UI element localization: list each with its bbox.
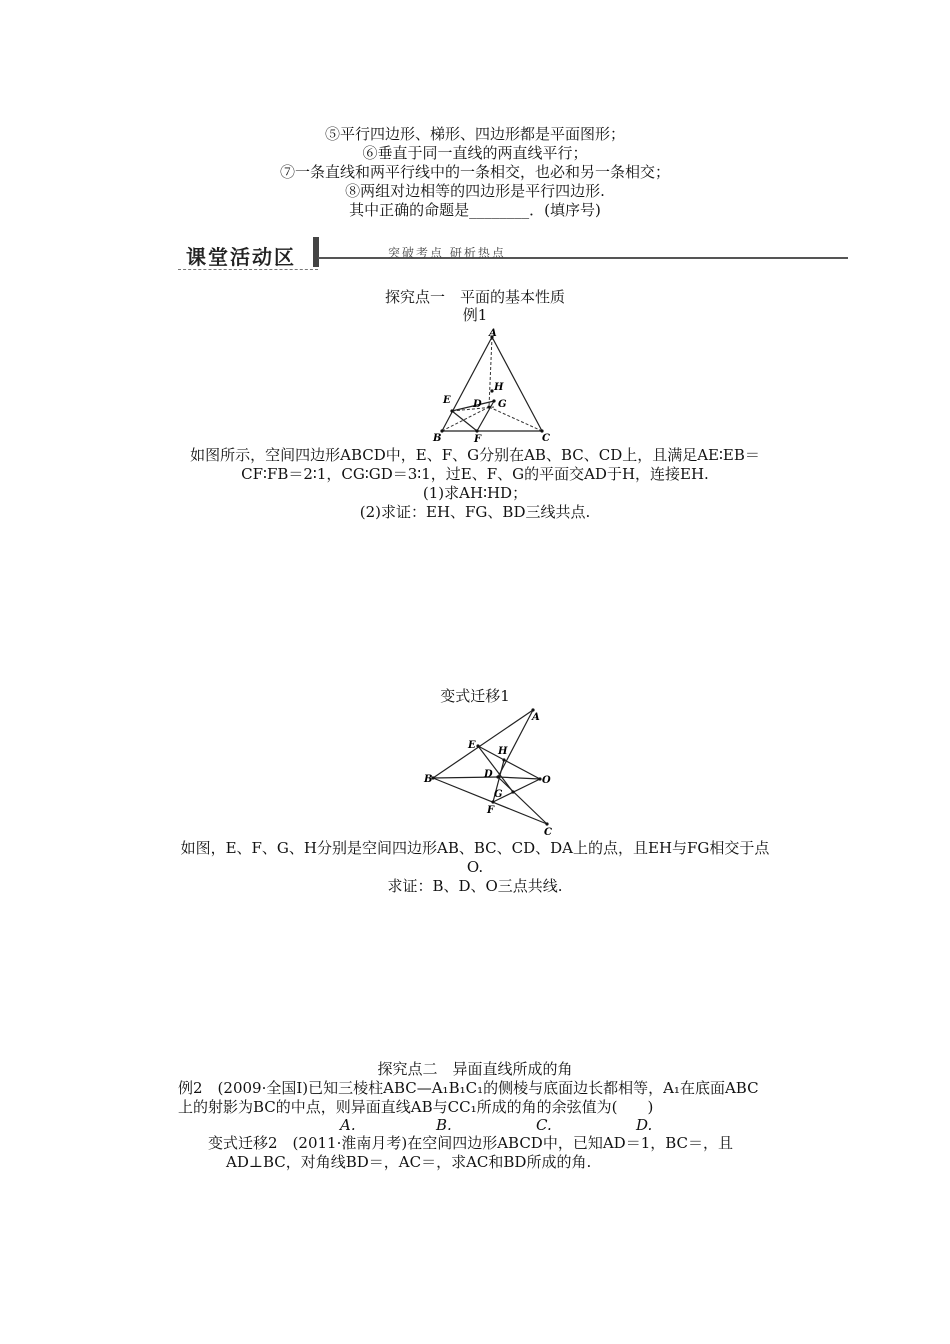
edge-ad-hidden bbox=[489, 337, 492, 407]
variant1-title: 变式迁移1 bbox=[440, 687, 510, 705]
line-do bbox=[498, 777, 540, 779]
banner-divider bbox=[313, 237, 319, 267]
example1-question-2: (2)求证：EH、FG、BD三线共点. bbox=[359, 503, 591, 521]
edge-cd-hidden bbox=[489, 407, 542, 431]
section2-title: 探究点二 异面直线所成的角 bbox=[377, 1060, 573, 1078]
edge-dc bbox=[498, 777, 547, 824]
banner-title: 课堂活动区 bbox=[186, 245, 296, 269]
label-h: H bbox=[494, 382, 504, 393]
variant2-line-2: AD⊥BC，对角线BD＝，AC＝，求AC和BD所成的角. bbox=[226, 1153, 592, 1171]
proposition-6: ⑥垂直于同一直线的两直线平行； bbox=[362, 144, 588, 162]
label-e: E bbox=[443, 395, 451, 406]
banner-dashed-line bbox=[178, 269, 318, 270]
label-g: G bbox=[498, 399, 507, 410]
section-banner bbox=[178, 237, 848, 271]
label-e: E bbox=[468, 740, 476, 751]
label-c: C bbox=[544, 827, 552, 838]
banner-subtitle: 突破考点 研析热点 bbox=[388, 246, 506, 260]
choice-b: B. bbox=[436, 1116, 452, 1134]
edge-bc bbox=[433, 778, 547, 824]
example1-text-2: CF∶FB＝2∶1，CG∶GD＝3∶1，过E、F、G的平面交AD于H，连接EH. bbox=[241, 465, 709, 483]
label-o: O bbox=[542, 775, 551, 786]
section1-title: 探究点一 平面的基本性质 bbox=[384, 288, 565, 306]
label-f: F bbox=[474, 434, 482, 445]
label-d: D bbox=[484, 769, 493, 780]
label-d: D bbox=[473, 399, 482, 410]
tetrahedron-figure bbox=[430, 327, 560, 445]
proposition-7: ⑦一条直线和两平行线中的一条相交，也必和另一条相交； bbox=[279, 163, 670, 181]
variant1-figure bbox=[420, 702, 565, 838]
choice-c: C. bbox=[536, 1116, 552, 1134]
label-a: A bbox=[532, 712, 540, 723]
label-h: H bbox=[498, 746, 508, 757]
fill-question: 其中正确的命题是________．(填序号) bbox=[349, 201, 601, 219]
example1-text-1: 如图所示，空间四边形ABCD中，E、F、G分别在AB、BC、CD上，且满足AE∶EB＝ bbox=[190, 446, 760, 464]
label-b: B bbox=[433, 433, 442, 444]
variant1-prove: 求证：B、D、O三点共线. bbox=[387, 877, 563, 895]
variant1-text-1: 如图，E、F、G、H分别是空间四边形AB、BC、CD、DA上的点，且EH与FG相交于点 bbox=[180, 839, 770, 857]
example1-question-1: (1)求AH∶HD； bbox=[422, 484, 528, 502]
example1-label: 例1 bbox=[462, 306, 488, 324]
example2-line-2: 上的射影为BC的中点，则异面直线AB与CC₁所成的角的余弦值为( ) bbox=[178, 1098, 654, 1116]
proposition-5: ⑤平行四边形、梯形、四边形都是平面图形； bbox=[324, 125, 625, 143]
label-g: G bbox=[494, 789, 503, 800]
label-c: C bbox=[542, 433, 550, 444]
choice-a: A. bbox=[340, 1116, 356, 1134]
edge-ad bbox=[498, 710, 533, 777]
label-a: A bbox=[489, 328, 497, 339]
proposition-8: ⑧两组对边相等的四边形是平行四边形. bbox=[345, 182, 605, 200]
line-ef bbox=[452, 411, 477, 431]
label-f: F bbox=[487, 805, 495, 816]
example2-line-1: 例2 (2009·全国Ⅰ)已知三棱柱ABC—A₁B₁C₁的侧棱与底面边长都相等，A₁在底面ABC bbox=[178, 1079, 759, 1097]
label-b: B bbox=[424, 774, 433, 785]
choice-d: D. bbox=[636, 1116, 653, 1134]
variant1-text-2: O. bbox=[466, 858, 484, 876]
variant2-line-1: 变式迁移2 (2011·淮南月考)在空间四边形ABCD中，已知AD＝1，BC＝，且 bbox=[208, 1134, 734, 1152]
